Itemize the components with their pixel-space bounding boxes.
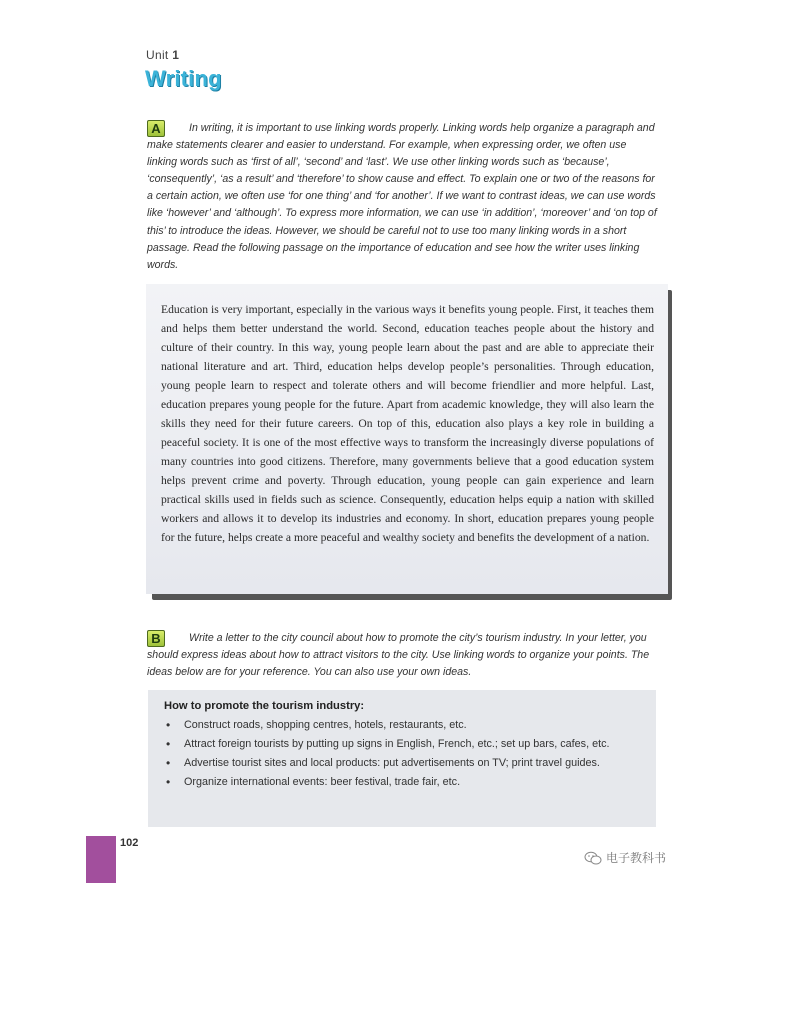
list-item: • Organize international events: beer festival, trade fair, etc. [164, 773, 644, 792]
watermark-text: 电子教科书 [606, 851, 667, 865]
wechat-icon [584, 851, 602, 865]
watermark [584, 849, 666, 866]
list-item: • Advertise tourist sites and local products: put advertisements on TV; print travel guides. [164, 754, 644, 773]
section-a-instructions: In writing, it is important to use linking words properly. Linking words help organize a paragraph and make statements clearer and easier to understand. For example, when expressing order, we often use linking words such as ‘first of all’, ‘second’ and ‘last’. We use other linking words such as ‘because’, ‘consequently’, ‘as a result’ and ‘therefore’ to show cause and effect. To explain one or two of the reasons for a certain action, we often use ‘for one thing’ and ‘for another’. If we want to contrast ideas, we can use words like ‘however’ and ‘although’. To express more information, we can use ‘in addition’, ‘moreover’ and ‘on top of this’ to introduce the ideas. However, we should be careful not to use too many linking words in a short passage. Read the following passage on the importance of education and see how the writer uses linking words. [147, 122, 657, 271]
passage-text: Education is very important, especially in the various ways it benefits young people. First, it teaches them and helps them better understand the world. Second, education teaches people about the history and culture of their country. In this way, young people learn about the past and are able to appreciate their national literature and art. Third, education helps develop people’s personalities. Through education, young people learn to respect and tolerate others and will become friendlier and more helpful. Last, education prepares young people for the future. Apart from academic knowledge, they will also learn the skills they need for their future careers. On top of this, education also plays a key role in building a peaceful society. It is one of the most effective ways to transform the increasingly diverse populations of many countries into good citizens. Therefore, many governments believe that a good education system helps prevent crime and poverty. Through education, young people can gain experience and learn practical skills used in fields such as science. Consequently, education helps equip a nation with skilled workers and allows it to develop its industries and economy. In short, education prepares young people for the future, helps create a more peaceful and wealthy society and benefits the development of a nation. [161, 303, 654, 544]
ideas-box [148, 690, 656, 827]
list-item: • Construct roads, shopping centres, hotels, restaurants, etc. [164, 716, 644, 735]
unit-number: 1 [172, 48, 180, 62]
passage-box [146, 284, 668, 594]
bullet-icon: • [166, 737, 171, 751]
ideas-heading: How to promote the tourism industry: [164, 700, 365, 712]
ideas-list [164, 716, 644, 792]
section-b-instructions: Write a letter to the city council about how to promote the city’s tourism industry. In your letter, you should express ideas about how to attract visitors to the city. Use linking words to organize your points. The ideas below are for your reference. You can also use your own ideas. [147, 632, 650, 679]
section-b-badge: B [147, 630, 165, 647]
page-color-tab [86, 836, 116, 883]
page-title: Writing [145, 66, 222, 91]
bullet-icon: • [166, 718, 171, 732]
list-item: • Attract foreign tourists by putting up signs in English, French, etc.; set up bars, cafes, etc. [164, 735, 644, 754]
bullet-icon: • [166, 756, 171, 770]
section-a-badge: A [147, 120, 165, 137]
bullet-icon: • [166, 775, 171, 789]
unit-label: Unit 1 [146, 48, 180, 62]
page-number: 102 [120, 837, 139, 849]
